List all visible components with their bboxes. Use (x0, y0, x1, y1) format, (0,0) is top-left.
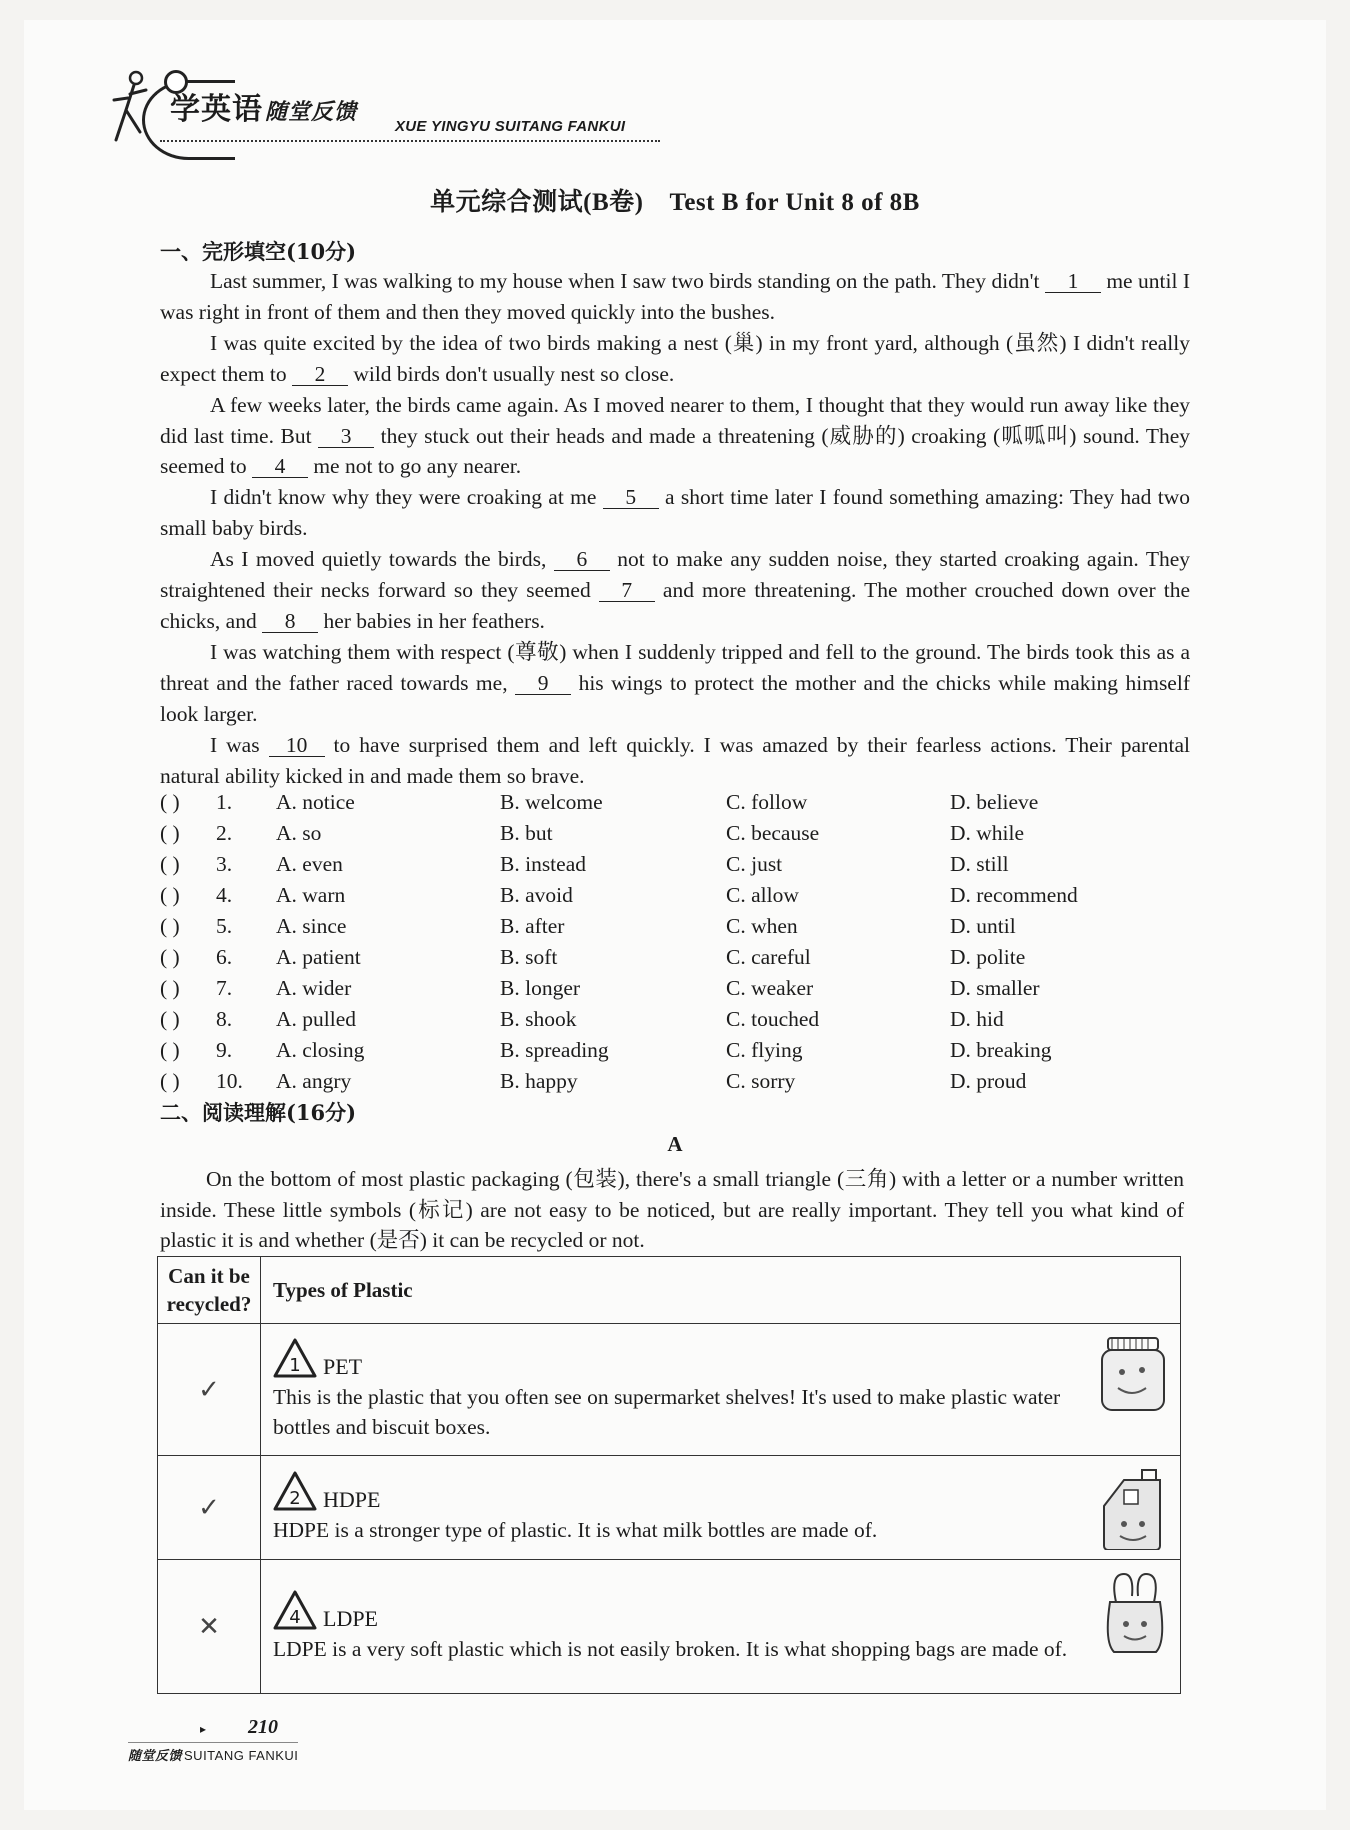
option-c: C. careful (726, 945, 811, 969)
question-row (160, 914, 1200, 945)
question-number: 3. (216, 852, 233, 876)
option-d: D. polite (950, 945, 1026, 969)
passage-text: not to make any sudden noise, they started croaking again. They straightened their necks forward so they seemed (160, 547, 1190, 603)
option-b: B. avoid (500, 883, 573, 907)
option-c: C. because (726, 821, 820, 845)
option-c: C. just (726, 852, 783, 876)
passage-text: they stuck out their heads and made a threatening (威胁的) croaking (呱呱叫) sound. They seemed to (160, 423, 1191, 479)
shopping-bag-icon (1102, 1572, 1168, 1664)
blank-7: 7 (599, 579, 655, 602)
answer-bracket: ( ) (160, 821, 180, 845)
passage-label: A (667, 1132, 683, 1156)
option-a: A. angry (276, 1069, 352, 1093)
option-a: A. notice (276, 790, 355, 814)
option-b: B. instead (500, 852, 586, 876)
table-row (158, 1456, 1181, 1560)
plastic-name: HDPE (323, 1486, 381, 1512)
question-number: 10. (216, 1069, 243, 1093)
check-mark-icon: ✓ (158, 1324, 261, 1456)
passage-text: Last summer, I was walking to my house when I saw two birds standing on the path. They didn't (210, 269, 1045, 293)
question-number: 7. (216, 976, 233, 1000)
title-cn: 单元综合测试(B卷) (430, 189, 644, 216)
passage-text: A few weeks later, the birds came again. As I moved nearer to them, I thought that they would run away like they did last time. But (160, 392, 1190, 448)
table-row (158, 1560, 1181, 1694)
blank-4: 4 (252, 455, 308, 478)
option-b: B. soft (500, 945, 558, 969)
answer-bracket: ( ) (160, 790, 180, 814)
option-a: A. wider (276, 976, 352, 1000)
answer-bracket: ( ) (160, 883, 180, 907)
passage-paragraph (160, 544, 1190, 637)
passage-paragraph (160, 390, 1190, 483)
passage-text: to have surprised them and left quickly. I was amazed by their fearless actions. Their parental natural ability kicked in and made them so brave. (160, 732, 1190, 788)
question-number: 6. (216, 945, 233, 969)
question-number: 2. (216, 821, 233, 845)
passage-paragraph (160, 266, 1190, 328)
option-c: C. follow (726, 790, 808, 814)
option-d: D. smaller (950, 976, 1040, 1000)
section1-heading: 一、完形填空(10分) (160, 239, 357, 264)
option-d: D. proud (950, 1069, 1027, 1093)
question-number: 4. (216, 883, 233, 907)
answer-bracket: ( ) (160, 1038, 180, 1062)
arrow-icon: ▸ (200, 1722, 207, 1736)
header-rule (160, 140, 660, 142)
passage-text: his wings to protect the mother and the chicks while making himself look larger. (160, 670, 1190, 726)
page-number: 210 (248, 1716, 278, 1738)
option-c: C. allow (726, 883, 799, 907)
col-types-header: Types of Plastic (261, 1257, 1181, 1324)
option-d: D. until (950, 914, 1016, 938)
question-row (160, 1038, 1200, 1069)
option-d: D. breaking (950, 1038, 1052, 1062)
plastic-type-cell (261, 1560, 1181, 1694)
option-b: B. longer (500, 976, 581, 1000)
option-c: C. weaker (726, 976, 814, 1000)
option-c: C. flying (726, 1038, 803, 1062)
table-row (158, 1324, 1181, 1456)
option-d: D. recommend (950, 883, 1078, 907)
question-number: 9. (216, 1038, 233, 1062)
passage-text: me not to go any nearer. (307, 454, 522, 479)
passage-paragraph (160, 637, 1190, 730)
passage-text: me until I was right in front of them and then they moved quickly into the bushes. (160, 269, 1190, 324)
resin-code: 4 (289, 1606, 301, 1628)
brand-title: 学英语随堂反馈 (170, 92, 358, 127)
cloze-passage (160, 266, 1190, 791)
answer-bracket: ( ) (160, 1069, 180, 1093)
question-number: 8. (216, 1007, 233, 1031)
answer-bracket: ( ) (160, 1007, 180, 1031)
plastic-name: LDPE (323, 1605, 378, 1631)
title-en: Test B for Unit 8 of 8B (669, 189, 920, 216)
option-b: B. welcome (500, 790, 603, 814)
cross-mark-icon: ✕ (158, 1560, 261, 1694)
passage-paragraph (160, 730, 1190, 792)
question-row (160, 852, 1200, 883)
option-c: C. sorry (726, 1069, 796, 1093)
question-row (160, 1007, 1200, 1038)
blank-8: 8 (262, 610, 318, 633)
plastic-description: HDPE is a stronger type of plastic. It is what milk bottles are made of. (273, 1517, 878, 1542)
recycle-triangle-icon (273, 1471, 317, 1511)
option-c: C. touched (726, 1007, 820, 1031)
milk-jug-icon (1102, 1468, 1168, 1558)
blank-10: 10 (269, 734, 325, 757)
blank-3: 3 (318, 425, 374, 448)
question-number: 1. (216, 790, 233, 814)
col-recycled-header: Can it be recycled? (158, 1257, 261, 1324)
passage-text: and more threatening. The mother crouched down over the chicks, and (160, 578, 1190, 633)
option-d: D. while (950, 821, 1025, 845)
resin-code: 1 (289, 1354, 301, 1376)
resin-code: 2 (289, 1487, 301, 1509)
option-a: A. warn (276, 883, 346, 907)
passage-text: I was (210, 732, 269, 757)
question-row (160, 1069, 1200, 1100)
answer-bracket: ( ) (160, 852, 180, 876)
passage-text: wild birds don't usually nest so close. (347, 361, 675, 386)
question-row (160, 976, 1200, 1007)
option-b: B. happy (500, 1069, 578, 1093)
option-b: B. spreading (500, 1038, 609, 1062)
passage-text: I didn't know why they were croaking at me (210, 485, 603, 510)
question-number: 5. (216, 914, 233, 938)
question-row (160, 821, 1200, 852)
question-row (160, 790, 1200, 821)
plastic-table (157, 1256, 1181, 1694)
header-logo (100, 62, 660, 157)
jar-icon (1098, 1336, 1168, 1422)
passage-text: I was quite excited by the idea of two birds making a nest (巢) in my front yard, although (虽然) I didn't really expect them to (160, 330, 1190, 386)
answer-bracket: ( ) (160, 976, 180, 1000)
option-a: A. patient (276, 945, 361, 969)
plastic-description: LDPE is a very soft plastic which is not easily broken. It is what shopping bags are made of. (273, 1636, 1068, 1661)
option-d: D. hid (950, 1007, 1004, 1031)
passage-text: a short time later I found something amazing: They had two small baby birds. (160, 485, 1191, 541)
option-d: D. believe (950, 790, 1039, 814)
section2-heading: 二、阅读理解(16分) (160, 1100, 357, 1125)
blank-1: 1 (1045, 270, 1101, 293)
question-list (160, 790, 1200, 1100)
question-row (160, 883, 1200, 914)
blank-2: 2 (292, 363, 348, 386)
option-a: A. since (276, 914, 347, 938)
option-a: A. closing (276, 1038, 365, 1062)
blank-6: 6 (554, 548, 610, 571)
plastic-type-cell (261, 1324, 1181, 1456)
footer-brand: 随堂反馈 SUITANG FANKUI (128, 1742, 298, 1764)
passage-paragraph (160, 328, 1190, 390)
option-c: C. when (726, 914, 798, 938)
recycle-triangle-icon (273, 1590, 317, 1630)
option-b: B. but (500, 821, 553, 845)
check-mark-icon: ✓ (158, 1456, 261, 1560)
blank-9: 9 (515, 672, 571, 695)
recycle-triangle-icon (273, 1338, 317, 1378)
option-a: A. so (276, 821, 322, 845)
option-b: B. after (500, 914, 565, 938)
page-title (0, 182, 1350, 218)
plastic-type-cell (261, 1456, 1181, 1560)
question-row (160, 945, 1200, 976)
answer-bracket: ( ) (160, 945, 180, 969)
plastic-name: PET (323, 1353, 363, 1379)
passage-text: I was watching them with respect (尊敬) when I suddenly tripped and fell to the ground. The birds took this as a threat and the father raced towards me, (160, 639, 1190, 695)
answer-bracket: ( ) (160, 914, 180, 938)
blank-5: 5 (603, 486, 659, 509)
option-a: A. pulled (276, 1007, 357, 1031)
reading-intro: On the bottom of most plastic packaging (包装), there's a small triangle (三角) with a letter or a number written inside. These little symbols (标记) are not easy to be noticed, but are really important. They tell you what kind of plastic it is and whether (是否) it can be recycled or not. (160, 1167, 1184, 1252)
option-a: A. even (276, 852, 343, 876)
passage-text: As I moved quietly towards the birds, (210, 547, 554, 572)
option-b: B. shook (500, 1007, 577, 1031)
passage-paragraph (160, 482, 1190, 544)
option-d: D. still (950, 852, 1009, 876)
brand-latin: XUE YINGYU SUITANG FANKUI (395, 118, 626, 135)
passage-text: her babies in her feathers. (318, 608, 545, 633)
plastic-description: This is the plastic that you often see on supermarket shelves! It's used to make plastic water bottles and biscuit boxes. (273, 1384, 1061, 1439)
